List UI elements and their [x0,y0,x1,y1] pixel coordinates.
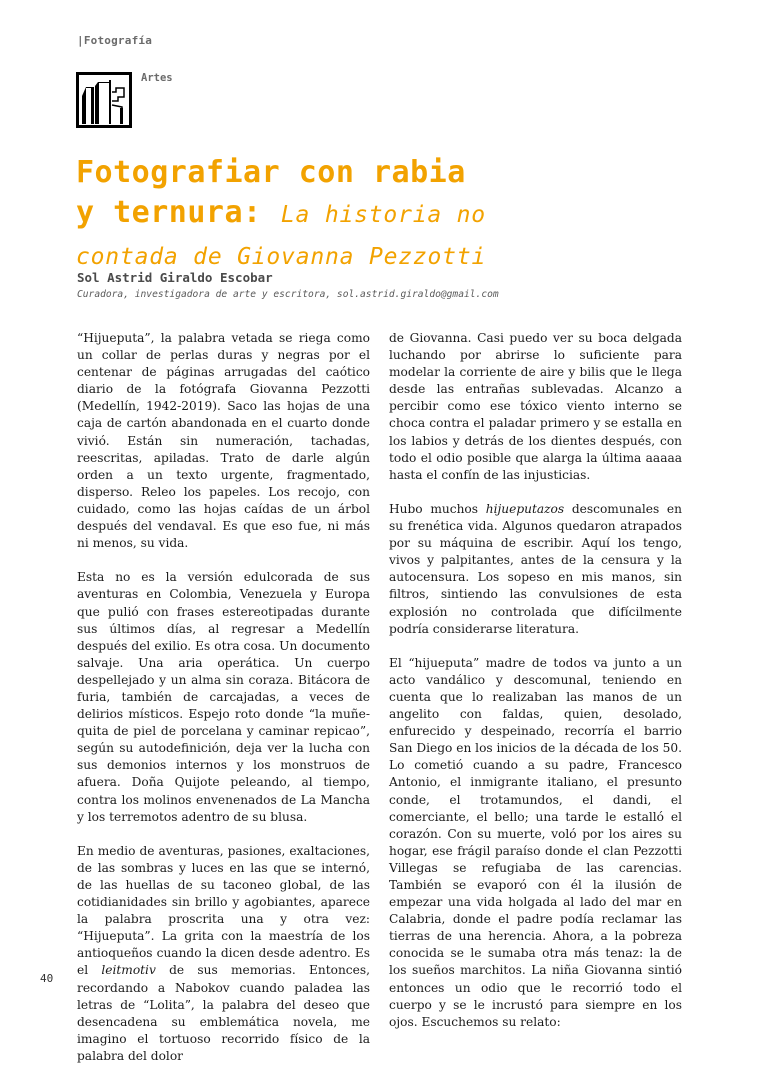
page-number: 40 [40,972,54,985]
paragraph [389,501,682,638]
category-label: Artes [141,72,173,84]
paragraph [77,843,370,1065]
title-line-2: y ternura: [76,195,262,230]
paragraph-text: En medio de aventuras, pasiones, exaltaciones, de las sombras y luces en las que se internó, de las huellas de su taconeo global, de las cotidianidades sin brillo y agobiantes, aparece la palabra proscrita una y otra vez: “Hijueputa”. La grita con la maestría de los antioqueños cuando la dicen desde adentro. Es el [77,843,370,978]
paragraph-text: de sus memorias. Entonces, recordando a Nabokov cuando paladea las letras de “Lolita”, la palabra del deseo que desencadena su emblemática novela, me imagino el tortuoso recorrido físico de la palabra del dolor [77,963,370,1063]
subtitle-line-2: contada de Giovanna Pezzotti [76,244,487,270]
paragraph: El “hijueputa” madre de todos va junto a un acto vandálico y descomunal, teniendo en cuenta que lo realizaban las manos de un angelito con faldas, quien, desolado, enfurecido y despeinado, recorría el barrio San Diego en los inicios de la década de los 50. Lo cometió cuando a su padre, Francesco Antonio, el inmigrante italiano, el presunto conde, el trotamundos, el dandi, el comerciante, el bello; una tarde le estalló el corazón. Con su muerte, voló por los aires su hogar, ese frágil paraíso donde el clan Pezzotti Villegas se refugiaba de las carencias. También se evaporó con él la ilusión de empezar una vida holgada al lado del mar en Calabria, donde el padre podía reclamar las tierras de una herencia. Ahora, a la pobreza conocida se le sumaba otra más tenaz: la de los sueños marchitos. La niña Giovanna sintió entonces un odio que le recorrió todo el cuerpo y se le incrustó para siempre en los ojos. Escuchemos su relato: [389,655,682,1029]
article-title [76,152,576,276]
paragraph: “Hijueputa”, la palabra vetada se riega como un collar de perlas duras y negras por el centenar de páginas arrugadas del caótico diario de la fotógrafa Giovanna Pezzotti (Medellín, 1942-2019). Saco las hojas de una caja de cartón abandonada en el cuarto donde vivió. Están sin numeración, tachadas, reescritas, apiladas. Trato de darle algún orden a un texto urgente, fragmentado, disperso. Releo los papeles. Los recojo, con cuidado, como las hojas caídas de un árbol después del vendaval. Es que eso fue, ni más ni menos, su vida. [77,331,370,551]
paragraph-text: descomunales en su frenética vida. Algunos quedaron atrapados por su máquina de escribir. Aquí los tengo, vivos y palpitantes, antes de la censura y la autocensura. Los sopeso en mis manos, sin filtros, sintiendo las convulsiones de esta explosión no controlada que difícilmente podría considerarse literatura. [389,501,682,636]
italic-term: leitmotiv [101,963,156,978]
author-name: Sol Astrid Giraldo Escobar [77,270,273,285]
paragraph: de Giovanna. Casi puedo ver su boca delgada luchando por abrirse lo suficiente para modelar la corriente de aire y bilis que le llega desde las entrañas sublevadas. Alcanzo a percibir como ese tóxico viento interno se choca contra el paladar primero y se estalla en los labios y detrás de los dientes después, con todo el odio posible que alarga la última aaaaa hasta el confín de las injusticias. [389,331,682,482]
italic-term: hijueputazos [485,501,565,516]
subtitle-line-1: La historia no [280,202,486,228]
body-column-left [77,330,370,1082]
paragraph: Esta no es la versión edulcorada de sus aventuras en Colombia, Venezuela y Europa que pulió con frases estereotipadas durante sus últimos días, al regresar a Medellín después del exilio. Es otra cosa. Un documento salvaje. Una aria operática. Un cuerpo despellejado y un alma sin coraza. Bitácora de furia, también de carcajadas, a veces de delirios místicos. Espejo roto donde “la muñequita de piel de porcelana y caminar repicao”, según su autodefinición, deja ver la lucha con sus demonios internos y los monstruos de afuera. Doña Quijote peleando, al tiempo, contra los molinos envenenados de La Mancha y los terremotos adentro de su blusa. [77,570,370,824]
buildings-logo-icon [76,72,132,128]
body-column-right [389,330,682,1048]
author-affiliation: Curadora, investigadora de arte y escritora, sol.astrid.giraldo@gmail.com [77,289,499,300]
title-line-1: Fotografiar con rabia [76,155,466,190]
section-label: |Fotografía [77,34,153,47]
paragraph-text: Hubo muchos [389,501,486,516]
